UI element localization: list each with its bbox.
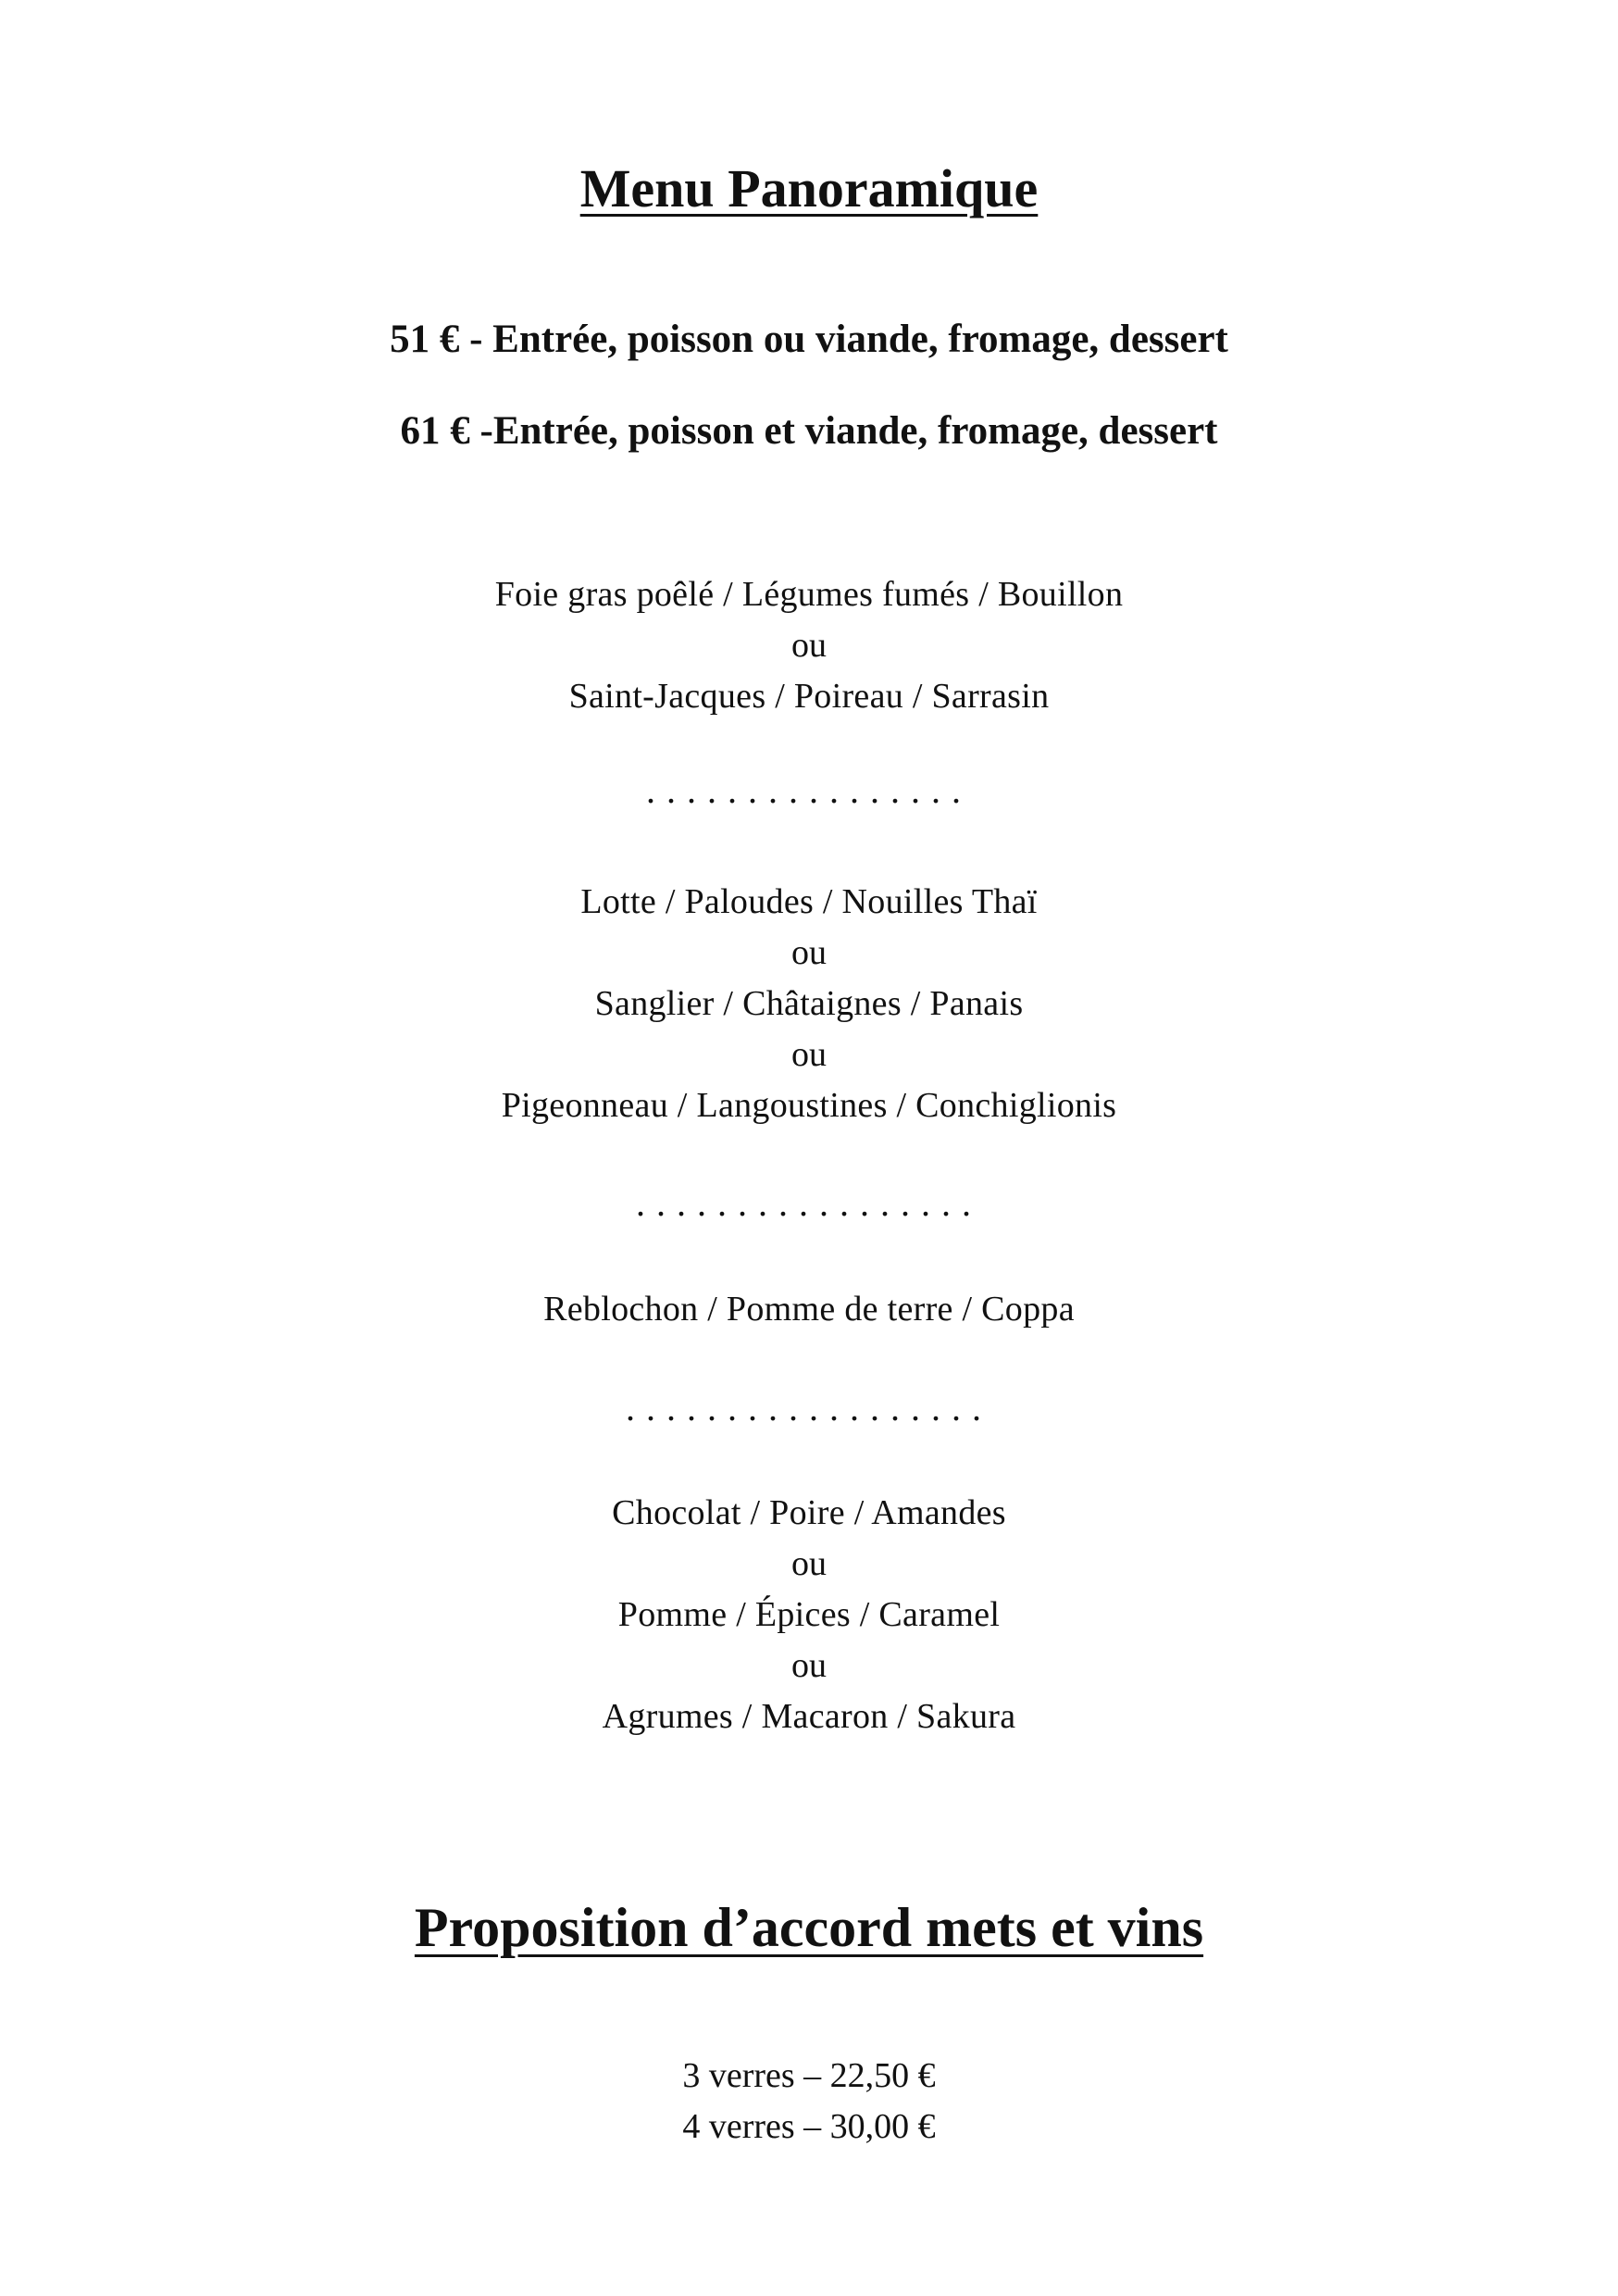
plat-dish-2: Sanglier / Châtaignes / Panais [594, 984, 1024, 1023]
dessert-dish-3: Agrumes / Macaron / Sakura [602, 1697, 1016, 1736]
separator-3: .................. [626, 1387, 992, 1429]
pairing-option-4-glasses: 4 verres – 30,00 € [682, 2107, 936, 2146]
pairing-option-3-glasses: 3 verres – 22,50 € [682, 2056, 936, 2095]
dessert-dish-2: Pomme / Épices / Caramel [617, 1595, 1001, 1634]
dessert-dish-1: Chocolat / Poire / Amandes [612, 1493, 1006, 1532]
pairing-title: Proposition d’accord mets et vins [414, 1897, 1204, 1958]
entree-dish-1: Foie gras poêlé / Légumes fumés / Bouillon [494, 575, 1124, 614]
dessert-or-1: ou [791, 1544, 827, 1583]
plat-dish-3: Pigeonneau / Langoustines / Conchiglionis [501, 1086, 1117, 1125]
plat-or-2: ou [791, 1035, 827, 1074]
menu-title: Menu Panoramique [579, 158, 1039, 218]
separator-2: ................. [636, 1182, 982, 1224]
plat-or-1: ou [791, 933, 827, 972]
entree-or: ou [791, 626, 827, 665]
dessert-or-2: ou [791, 1646, 827, 1685]
plat-dish-1: Lotte / Paloudes / Nouilles Thaï [580, 882, 1038, 921]
fromage-dish-1: Reblochon / Pomme de terre / Coppa [543, 1290, 1075, 1329]
price-option-51: 51 € - Entrée, poisson ou viande, fromage, dessert [390, 318, 1228, 361]
price-option-61: 61 € -Entrée, poisson et viande, fromage, dessert [400, 409, 1218, 453]
separator-1: ................ [646, 769, 972, 811]
entree-dish-2: Saint-Jacques / Poireau / Sarrasin [568, 677, 1050, 716]
